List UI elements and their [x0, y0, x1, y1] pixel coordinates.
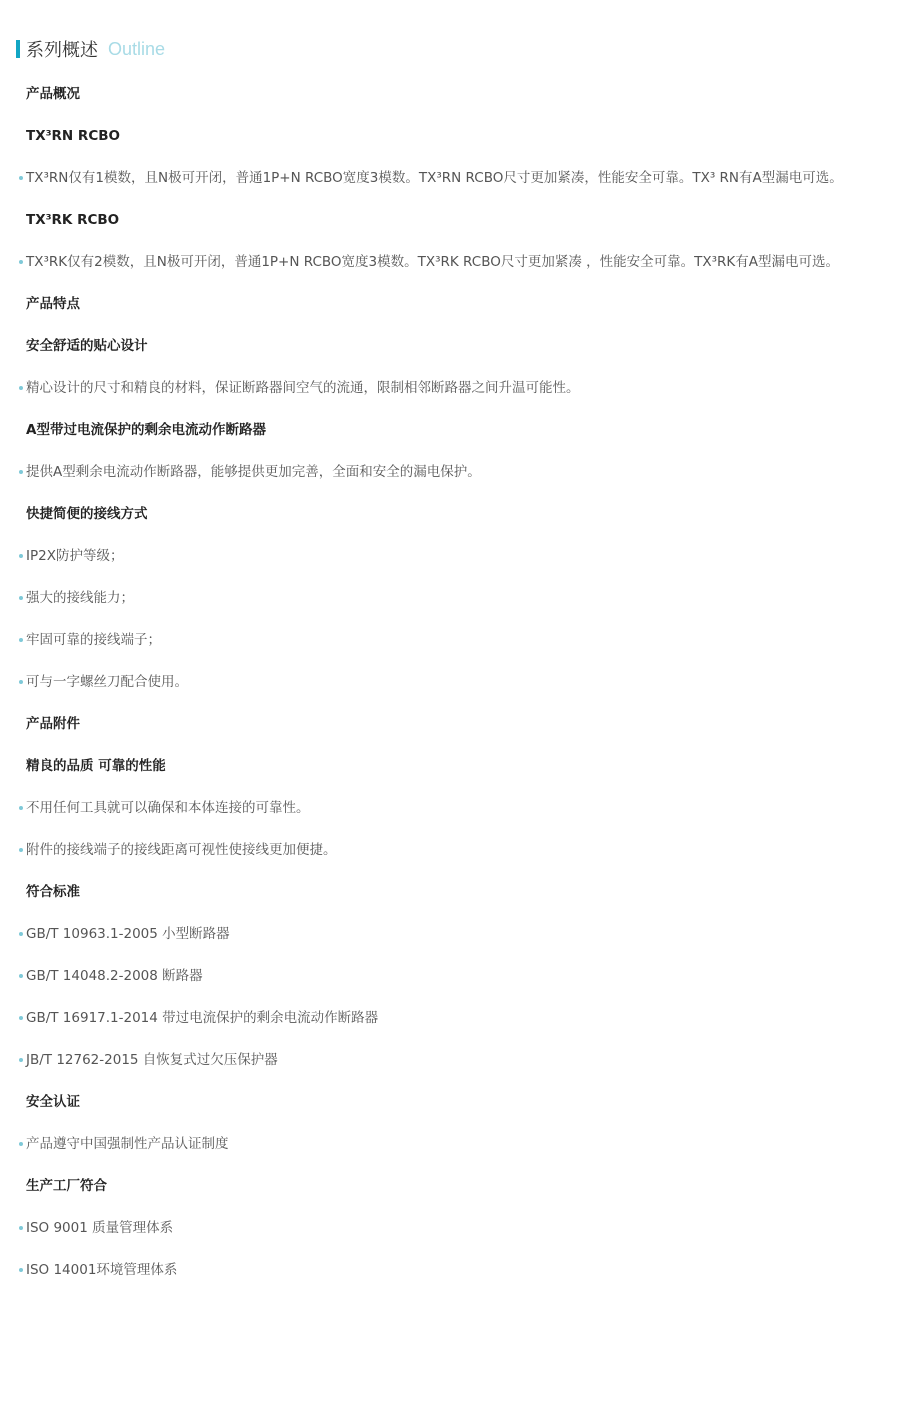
- bullet-item: 可与一字螺丝刀配合使用。: [26, 661, 856, 703]
- bullet-item: JB/T 12762-2015 自恢复式过欠压保护器: [26, 1039, 856, 1081]
- subheading: 产品概况: [26, 86, 80, 102]
- subheading: A型带过电流保护的剩余电流动作断路器: [26, 422, 266, 438]
- subheading: 符合标准: [26, 884, 80, 900]
- bullet-item: GB/T 16917.1-2014 带过电流保护的剩余电流动作断路器: [26, 997, 856, 1039]
- subheading: 安全舒适的贴心设计: [26, 338, 148, 354]
- subheading: 生产工厂符合: [26, 1178, 107, 1194]
- bullet-item: 牢固可靠的接线端子；: [26, 619, 856, 661]
- section-title: [16, 37, 165, 61]
- section-title-en: Outline: [108, 38, 166, 59]
- bullet-item: TX³RN仅有1模数，且N极可开闭，普通1P+N RCBO宽度3模数。TX³RN RCBO尺寸更加紧凑，性能安全可靠。TX³ RN有A型漏电可选。: [26, 157, 856, 199]
- bullet-item: IP2X防护等级；: [26, 535, 856, 577]
- subheading: 精良的品质 可靠的性能: [26, 758, 166, 774]
- bullet-item: GB/T 10963.1-2005 小型断路器: [26, 913, 856, 955]
- subheading: TX³RN RCBO: [26, 128, 120, 144]
- bullet-item: GB/T 14048.2-2008 断路器: [26, 955, 856, 997]
- bullet-item: 强大的接线能力；: [26, 577, 856, 619]
- subheading: TX³RK RCBO: [26, 212, 120, 228]
- bullet-item: 精心设计的尺寸和精良的材料，保证断路器间空气的流通，限制相邻断路器之间升温可能性。: [26, 367, 856, 409]
- accent-bar: [16, 40, 20, 58]
- section-title-cn: 系列概述: [26, 40, 98, 61]
- outline-content: [26, 73, 856, 1291]
- bullet-item: ISO 9001 质量管理体系: [26, 1207, 856, 1249]
- subheading: 产品附件: [26, 716, 80, 732]
- bullet-item: 提供A型剩余电流动作断路器，能够提供更加完善，全面和安全的漏电保护。: [26, 451, 856, 493]
- subheading: 快捷简便的接线方式: [26, 506, 148, 522]
- subheading: 产品特点: [26, 296, 80, 312]
- bullet-item: 不用任何工具就可以确保和本体连接的可靠性。: [26, 787, 856, 829]
- bullet-item: 附件的接线端子的接线距离可视性使接线更加便捷。: [26, 829, 856, 871]
- bullet-item: TX³RK仅有2模数，且N极可开闭，普通1P+N RCBO宽度3模数。TX³RK RCBO尺寸更加紧凑 ，性能安全可靠。TX³RK有A型漏电可选。: [26, 241, 856, 283]
- subheading: 安全认证: [26, 1094, 80, 1110]
- bullet-item: ISO 14001环境管理体系: [26, 1249, 856, 1291]
- bullet-item: 产品遵守中国强制性产品认证制度: [26, 1123, 856, 1165]
